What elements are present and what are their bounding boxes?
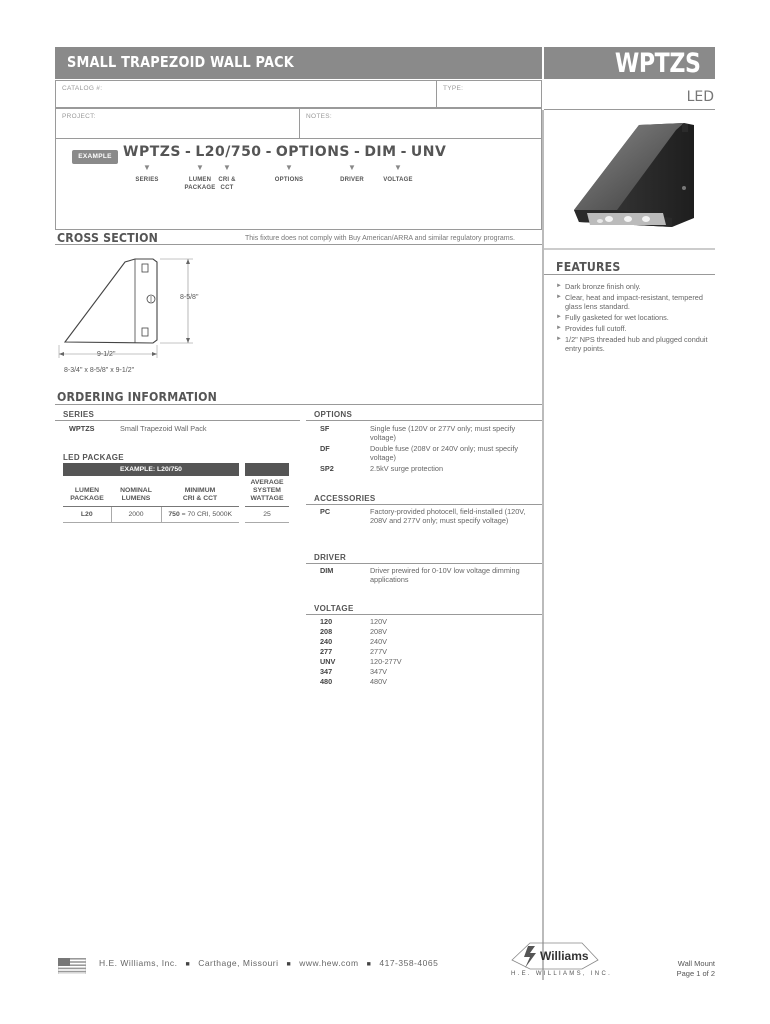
example-tag: EXAMPLE [72,150,118,164]
options-title: OPTIONS [314,410,353,419]
col-lumen-line1: LUMEN [74,487,100,494]
voltage-desc: 480V [370,677,388,686]
voltage-desc: 277V [370,647,388,656]
led-package-title: LED PACKAGE [63,453,124,462]
label-voltage: VOLTAGE [383,177,413,183]
accessories-title: ACCESSORIES [314,494,376,503]
col-nominal-line1: NOMINAL [120,487,152,494]
example-part-series: WPTZS [123,144,181,160]
label-cri-line2: CCT [220,185,234,191]
bullet-icon: ■ [366,961,372,968]
example-separator: - [400,144,407,160]
table-spacer [63,476,239,484]
features-list [556,282,716,355]
option-desc: Single fuse (120V or 277V only; must specify voltage) [370,424,516,442]
label-series: SERIES [135,177,159,183]
feature-item: ► Dark bronze finish only. [556,282,716,291]
product-title: SMALL TRAPEZOID WALL PACK [67,53,294,71]
wattage-table [245,463,289,523]
notes-field[interactable] [299,108,542,139]
voltage-desc: 208V [370,627,388,636]
cell-wattage: 25 [245,507,289,523]
option-code: SP2 [320,464,334,473]
compliance-note: This fixture does not comply with Buy American/ARRA and similar regulatory programs. [245,235,515,242]
accessories-rule [306,504,542,505]
footer-company: H.E. Williams, Inc. [99,958,178,968]
down-arrow-icon: ▼ [196,163,204,172]
wattage-head-bar [245,463,289,476]
project-label: PROJECT: [62,113,96,120]
label-driver: DRIVER [340,177,364,183]
option-desc: 2.5kV surge protection [370,464,444,473]
notes-label: NOTES: [306,113,332,120]
header-bar [55,47,542,79]
option-code: DF [320,444,330,453]
cell-nominal-lumens: 2000 [111,507,161,523]
cell-cri-code: 750 [168,511,180,518]
voltage-code: 120 [320,617,333,626]
series-code: WPTZS [69,424,95,433]
width-dimension: 9-1/2" [97,351,116,358]
feature-item: ► Provides full cutoff. [556,324,716,333]
table-row [63,507,239,523]
footer-category [677,959,715,979]
footer-website[interactable]: www.hew.com [299,958,359,968]
col-avg-wattage [245,476,289,507]
option-code: SF [320,424,330,433]
example-separator: - [185,144,192,160]
bullet-icon: ■ [185,961,191,968]
voltage-rule [306,614,542,615]
cross-section-title: CROSS SECTION [57,230,159,245]
col-minimum-line2: CRI & CCT [182,495,218,502]
accessory-code: PC [320,507,331,516]
cell-cri-desc: = 70 CRI, 5000K [179,511,233,518]
option-desc: Double fuse (208V or 240V only; must specify voltage) [370,444,519,462]
example-separator: - [354,144,361,160]
height-dimension: 8-5/8" [180,294,199,301]
label-cri-line1: CRI & [218,177,236,183]
series-rule [55,420,300,421]
feature-item: ► Fully gasketed for wet locations. [556,313,716,322]
driver-code: DIM [320,566,334,575]
voltage-code: 240 [320,637,333,646]
col-avg-line3: WATTAGE [250,495,284,502]
model-code: WPTZS [615,48,701,79]
features-title: FEATURES [556,259,621,274]
example-part-lumen: L20/750 [195,144,262,160]
col-lumen-line2: PACKAGE [70,495,104,502]
voltage-desc: 120-277V [370,657,402,666]
bullet-icon: ■ [286,961,292,968]
driver-rule [306,563,542,564]
logo-company-name: H.E. WILLIAMS, INC. [511,971,613,977]
col-nominal-line2: LUMENS [121,495,151,502]
voltage-desc: 240V [370,637,388,646]
col-avg-line1: AVERAGE [250,479,284,486]
ordering-rule [55,404,542,405]
series-desc: Small Trapezoid Wall Pack [120,424,207,433]
footer-contact [99,958,438,968]
logo-wordmark: Williams [540,949,589,963]
feature-item: ► Clear, heat and impact-resistant, tempered glass lens standard. [556,293,716,311]
ordering-title: ORDERING INFORMATION [57,389,218,404]
accessory-desc: Factory-provided photocell, field-installed (120V, 208V and 277V only; must specify voltage) [370,507,526,525]
voltage-desc: 120V [370,617,388,626]
example-code [123,144,446,160]
footer-city: Carthage, Missouri [198,958,279,968]
voltage-code: 480 [320,677,333,686]
example-separator: - [265,144,272,160]
catalog-field[interactable] [55,80,437,108]
catalog-label: CATALOG #: [62,85,103,92]
voltage-code: 347 [320,667,333,676]
cross-section-drawing [55,250,215,370]
cell-lumen-package: L20 [63,507,111,523]
cell-cri [161,507,239,523]
down-arrow-icon: ▼ [143,163,151,172]
voltage-code: 208 [320,627,333,636]
down-arrow-icon: ▼ [394,163,402,172]
features-rule [544,274,715,275]
type-field[interactable] [436,80,542,108]
category-label: Wall Mount [677,959,715,968]
product-photo [544,110,715,250]
voltage-code: 277 [320,647,333,656]
col-avg-line2: SYSTEM [253,487,281,494]
down-arrow-icon: ▼ [285,163,293,172]
voltage-code: UNV [320,657,336,666]
col-nominal-lumens [111,484,161,507]
footer-phone: 417-358-4065 [379,958,439,968]
column-divider [542,110,544,980]
led-badge: LED [686,89,714,105]
driver-desc: Driver prewired for 0-10V low voltage dimming applications [370,566,520,584]
example-part-driver: DIM [364,144,397,160]
label-options: OPTIONS [274,177,304,183]
label-lumen-line2: PACKAGE [184,185,216,191]
series-title: SERIES [63,410,95,419]
example-part-options: OPTIONS [275,144,350,160]
voltage-title: VOLTAGE [314,604,354,613]
us-flag-icon [58,958,86,974]
col-minimum-cri [161,484,239,507]
label-lumen-package [184,176,216,192]
label-cri-cct [216,176,238,192]
example-part-voltage: UNV [410,144,447,160]
feature-item: ► 1/2" NPS threaded hub and plugged conduit entry points. [556,335,716,353]
led-example-label: EXAMPLE: L20/750 [63,463,239,476]
col-lumen-package [63,484,111,507]
cross-section-rule [55,244,542,245]
down-arrow-icon: ▼ [348,163,356,172]
driver-title: DRIVER [314,553,347,562]
page-number: Page 1 of 2 [676,969,715,978]
overall-dimensions: 8-3/4" x 8-5/8" x 9-1/2" [64,367,135,374]
voltage-desc: 347V [370,667,388,676]
down-arrow-icon: ▼ [223,163,231,172]
label-lumen-line1: LUMEN [188,177,212,183]
model-bar [544,47,715,79]
led-package-table [63,463,239,523]
project-field[interactable] [55,108,300,139]
col-minimum-line1: MINIMUM [184,487,216,494]
example-box [55,138,542,230]
type-label: TYPE: [443,85,464,92]
options-rule [306,420,542,421]
